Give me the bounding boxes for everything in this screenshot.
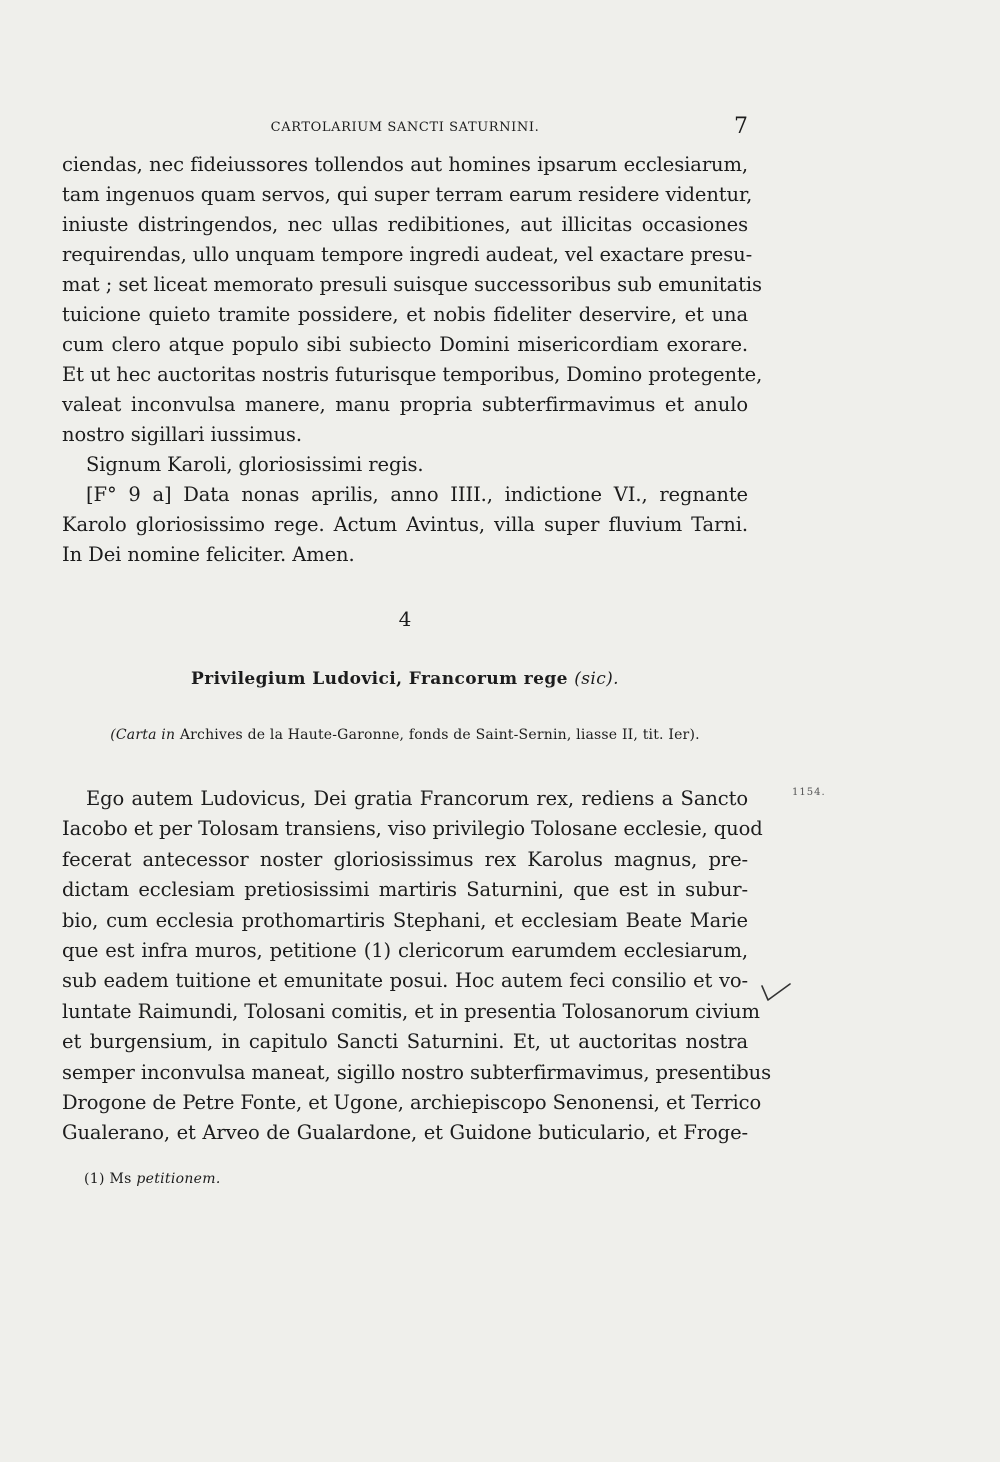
text-line: mat ; set liceat memorato presuli suisque successoribus sub emunitatis — [62, 273, 762, 296]
charter-3-continuation — [62, 150, 763, 570]
text-line: Iacobo et per Tolosam transiens, viso privilegio Tolosane ecclesie, quod — [62, 817, 763, 841]
running-head — [62, 114, 748, 139]
text-line: luntate Raimundi, Tolosani comitis, et in presentia Tolosanorum civium — [62, 999, 760, 1023]
text-line: fecerat antecessor noster gloriosissimus rex Karolus magnus, pre- — [62, 847, 748, 871]
handwritten-checkmark-icon — [760, 980, 792, 1006]
page-number: 7 — [734, 114, 748, 139]
footnote-marker: (1) Ms — [84, 1171, 132, 1187]
text-line: dictam ecclesiam pretiosissimi martiris Saturnini, que est in subur- — [62, 878, 748, 902]
charter-title-text: Privilegium Ludovici, Francorum rege — [191, 669, 568, 689]
text-line: Et ut hec auctoritas nostris futurisque temporibus, Domino protegente, — [62, 363, 763, 386]
text-line: Drogone de Petre Fonte, et Ugone, archiepiscopo Senonensi, et Terrico — [62, 1090, 762, 1114]
source-archive: Archives de la Haute-Garonne, fonds de Saint-Sernin, liasse II, tit. Ier). — [179, 727, 700, 743]
text-line: semper inconvulsa maneat, sigillo nostro subterfirmavimus, presentibus — [62, 1060, 772, 1084]
text-line: et burgensium, in capitulo Sancti Saturnini. Et, ut auctoritas nostra — [62, 1030, 748, 1054]
source-carta: (Carta in — [110, 727, 176, 743]
text-line: iniuste distringendos, nec ullas redibitiones, aut illicitas occasiones — [62, 213, 748, 236]
text-line: Karolo gloriosissimo rege. Actum Avintus, villa super fluvium Tarni. — [62, 513, 748, 536]
text-line: requirendas, ullo unquam tempore ingredi audeat, vel exactare presu- — [62, 243, 753, 266]
charter-title — [62, 666, 748, 692]
charter-title-sic: (sic). — [574, 669, 619, 689]
running-title: CARTOLARIUM SANCTI SATURNINI. — [270, 120, 540, 135]
source-note — [62, 724, 748, 746]
text-line: tam ingenuos quam servos, qui super terram earum residere videntur, — [62, 183, 753, 206]
text-line: sub eadem tuitione et emunitate posui. Hoc autem feci consilio et vo- — [62, 969, 748, 993]
text-line: nostro sigillari iussimus. — [62, 423, 302, 446]
dating-line: [F° 9 a] Data nonas aprilis, anno IIII., indictione VI., regnante — [86, 483, 748, 506]
text-line: ciendas, nec fideiussores tollendos aut homines ipsarum ecclesiarum, — [62, 153, 748, 176]
text-line: valeat inconvulsa manere, manu propria subterfirmavimus et anulo — [62, 393, 748, 416]
text-line: que est infra muros, petitione (1) clericorum earumdem ecclesiarum, — [62, 938, 748, 962]
text-line: Gualerano, et Arveo de Gualardone, et Guidone buticulario, et Froge- — [62, 1121, 748, 1145]
charter-4-text — [62, 784, 772, 1149]
text-line: Ego autem Ludovicus, Dei gratia Francorum rex, rediens a Sancto — [86, 787, 748, 810]
margin-date: 1154. — [792, 787, 826, 798]
text-line: cum clero atque populo sibi subiecto Domini misericordiam exorare. — [62, 333, 748, 356]
signum-line: Signum Karoli, gloriosissimi regis. — [86, 453, 424, 476]
footnote — [84, 1168, 221, 1190]
charter-number: 4 — [398, 607, 412, 631]
text-line: In Dei nomine feliciter. Amen. — [62, 543, 355, 566]
text-line: bio, cum ecclesia prothomartiris Stephani, et ecclesiam Beate Marie — [62, 908, 748, 932]
footnote-text: petitionem. — [136, 1171, 221, 1187]
text-line: tuicione quieto tramite possidere, et nobis fideliter deservire, et una — [62, 303, 748, 326]
